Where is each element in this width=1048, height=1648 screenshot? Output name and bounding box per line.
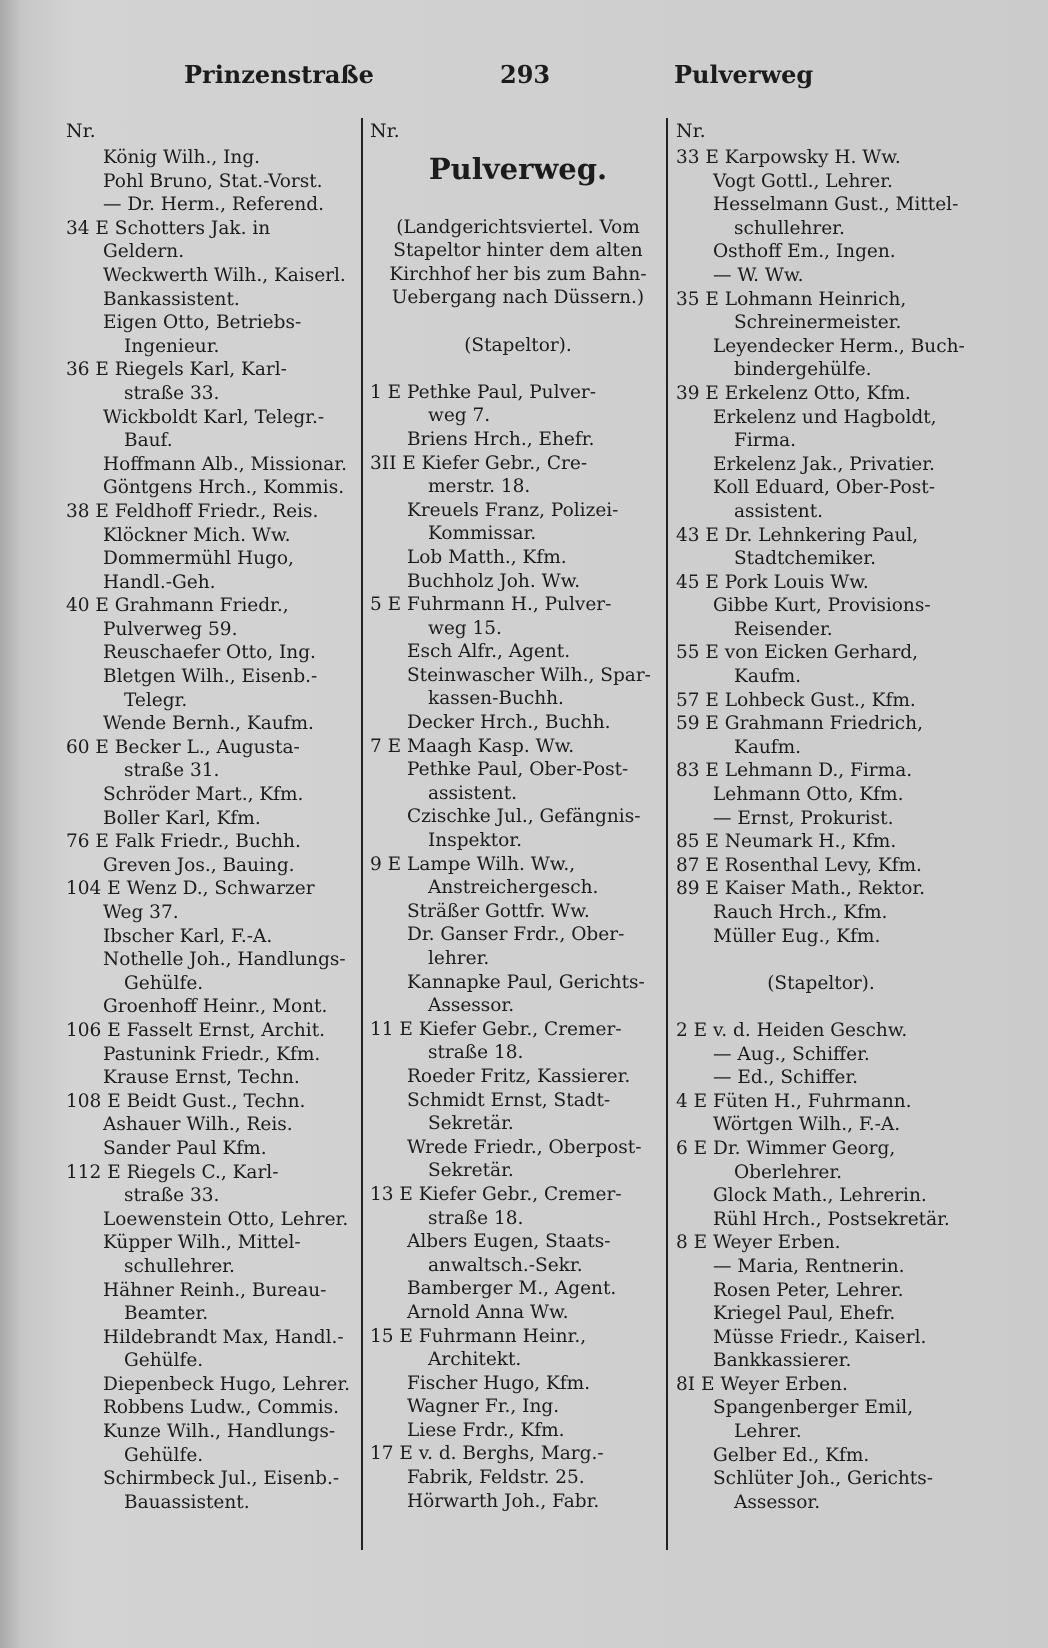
- entry-line: Schröder Mart., Kfm.: [103, 784, 304, 806]
- entry-line: Sander Paul Kfm.: [103, 1137, 267, 1159]
- entry-line: 85 E Neumark H., Kfm.: [676, 831, 897, 853]
- entry-line: Hörwarth Joh., Fabr.: [407, 1490, 600, 1512]
- entry-line: 59 E Grahmann Friedrich,: [676, 713, 923, 735]
- entry-line: 13 E Kiefer Gebr., Cremer-: [370, 1183, 622, 1205]
- entry-line: — Ed., Schiffer.: [713, 1067, 859, 1089]
- entry-line: Robbens Ludw., Commis.: [103, 1397, 339, 1419]
- entry-line: Greven Jos., Bauing.: [103, 854, 295, 876]
- entry-line: Schlüter Joh., Gerichts-: [713, 1468, 933, 1490]
- entry-line: Vogt Gottl., Lehrer.: [713, 170, 893, 192]
- entry-line: Leyendecker Herm., Buch-: [713, 335, 965, 357]
- column-pulverweg-continued: [676, 116, 966, 1606]
- entry-line: 17 E v. d. Berghs, Marg.-: [370, 1443, 604, 1465]
- entry-line: Kriegel Paul, Ehefr.: [713, 1303, 896, 1325]
- entry-line: Wrede Friedr., Oberpost-: [407, 1136, 642, 1158]
- entry-line: Oberlehrer.: [734, 1161, 843, 1183]
- entry-line: 2 E v. d. Heiden Geschw.: [676, 1019, 908, 1041]
- entry-line: Hoffmann Alb., Missionar.: [103, 453, 347, 475]
- column-prinzenstrasse: [66, 116, 358, 1606]
- entry-line: Bletgen Wilh., Eisenb.-: [103, 666, 318, 688]
- entry-line: 8I E Weyer Erben.: [676, 1373, 848, 1395]
- entry-line: Czischke Jul., Gefängnis-: [407, 806, 641, 828]
- entry-line: Kaufm.: [734, 666, 802, 688]
- entry-line: Küpper Wilh., Mittel-: [103, 1232, 301, 1254]
- column-rule: [361, 118, 363, 1550]
- street-title: Pulverweg.: [428, 152, 608, 186]
- entry-line: Boller Karl, Kfm.: [103, 807, 261, 829]
- entry-line: 8 E Weyer Erben.: [676, 1232, 841, 1254]
- entry-line: Osthoff Em., Ingen.: [713, 241, 896, 263]
- entry-line: Telegr.: [124, 689, 188, 711]
- entry-line: Schreinermeister.: [734, 312, 902, 334]
- entry-line: 83 E Lehmann D., Firma.: [676, 760, 913, 782]
- entry-line: Dr. Ganser Frdr., Ober-: [407, 924, 625, 946]
- entry-line: Schirmbeck Jul., Eisenb.-: [103, 1468, 340, 1490]
- entry-line: Ashauer Wilh., Reis.: [103, 1114, 293, 1136]
- page-header: [0, 60, 1048, 100]
- entry-line: Rauch Hrch., Kfm.: [713, 902, 888, 923]
- entry-line: — Aug., Schiffer.: [713, 1043, 870, 1065]
- entry-line: Müller Eug., Kfm.: [713, 925, 881, 947]
- entry-line: Gehülfe.: [124, 1350, 204, 1372]
- entry-line: Groenhoff Heinr., Mont.: [103, 996, 328, 1018]
- entry-line: 106 E Fasselt Ernst, Archit.: [66, 1019, 326, 1041]
- entry-line: 35 E Lohmann Heinrich,: [676, 288, 907, 310]
- entry-line: 112 E Riegels C., Karl-: [66, 1161, 279, 1183]
- entry-line: 9 E Lampe Wilh. Ww.,: [370, 853, 576, 875]
- entry-line: Fabrik, Feldstr. 25.: [407, 1467, 585, 1489]
- entry-line: König Wilh., Ing.: [103, 147, 261, 168]
- entry-line: 6 E Dr. Wimmer Georg,: [676, 1137, 896, 1159]
- entry-line: assistent.: [734, 500, 824, 522]
- entry-line: 55 E von Eicken Gerhard,: [676, 642, 919, 664]
- entry-line: Lehmann Otto, Kfm.: [713, 784, 904, 806]
- entry-line: Diepenbeck Hugo, Lehrer.: [103, 1373, 351, 1395]
- section-heading: (Stapeltor).: [464, 334, 572, 356]
- entry-line: weg 7.: [428, 405, 491, 427]
- entry-line: 60 E Becker L., Augusta-: [66, 736, 300, 758]
- entry-line: Roeder Fritz, Kassierer.: [407, 1065, 631, 1087]
- entry-line: Spangenberger Emil,: [713, 1397, 914, 1419]
- entry-line: Reisender.: [734, 618, 833, 640]
- entry-line: Wende Bernh., Kaufm.: [103, 713, 314, 735]
- entry-line: 4 E Füten H., Fuhrmann.: [676, 1090, 912, 1112]
- entry-line: Albers Eugen, Staats-: [407, 1231, 611, 1253]
- entry-line: 57 E Lohbeck Gust., Kfm.: [676, 689, 916, 711]
- header-right-street: Pulverweg: [674, 60, 814, 89]
- entry-line: Kreuels Franz, Polizei-: [407, 499, 619, 521]
- nr-label: Nr.: [66, 120, 96, 142]
- header-left-street: Prinzenstraße: [184, 60, 374, 89]
- entry-line: Rühl Hrch., Postsekretär.: [713, 1208, 950, 1230]
- column-pulverweg: [370, 116, 666, 1606]
- section-heading: (Stapeltor).: [767, 972, 875, 994]
- entry-list: [676, 1019, 966, 1514]
- entry-line: schullehrer.: [124, 1255, 235, 1277]
- entry-line: Reuschaefer Otto, Ing.: [103, 642, 316, 664]
- entry-line: Sträßer Gottfr. Ww.: [407, 900, 590, 922]
- entry-line: 5 E Fuhrmann H., Pulver-: [370, 594, 612, 616]
- entry-line: Pethke Paul, Ober-Post-: [407, 759, 629, 781]
- entry-line: weg 15.: [428, 617, 502, 639]
- entry-line: Kaufm.: [734, 736, 802, 758]
- entry-line: Krause Ernst, Techn.: [103, 1067, 300, 1089]
- entry-list: [66, 146, 358, 1514]
- entry-line: 15 E Fuhrmann Heinr.,: [370, 1325, 587, 1347]
- entry-line: straße 33.: [124, 382, 220, 404]
- entry-line: merstr. 18.: [428, 476, 531, 498]
- entry-line: Kommissar.: [428, 523, 537, 545]
- entry-line: Hildebrandt Max, Handl.-: [103, 1326, 344, 1348]
- entry-line: straße 33.: [124, 1185, 220, 1207]
- entry-line: Wagner Fr., Ing.: [407, 1396, 560, 1418]
- entry-line: 3II E Kiefer Gebr., Cre-: [370, 452, 588, 474]
- entry-line: 45 E Pork Louis Ww.: [676, 571, 869, 593]
- entry-line: schullehrer.: [734, 217, 845, 239]
- entry-line: Koll Eduard, Ober-Post-: [713, 477, 935, 499]
- entry-line: Fischer Hugo, Kfm.: [407, 1372, 591, 1394]
- entry-line: Liese Frdr., Kfm.: [407, 1419, 565, 1441]
- entry-line: — Maria, Rentnerin.: [713, 1255, 905, 1277]
- entry-line: Göntgens Hrch., Kommis.: [103, 477, 345, 499]
- nr-label: Nr.: [370, 120, 400, 142]
- entry-line: Gehülfe.: [124, 972, 204, 994]
- entry-line: Bankassistent.: [103, 288, 240, 310]
- nr-label: Nr.: [676, 120, 706, 142]
- entry-line: Glock Math., Lehrerin.: [713, 1185, 927, 1207]
- entry-line: Pohl Bruno, Stat.-Vorst.: [103, 170, 323, 192]
- entry-line: Gehülfe.: [124, 1444, 204, 1466]
- entry-line: Kirchhof her bis zum Bahn-: [389, 263, 647, 285]
- entry-line: 87 E Rosenthal Levy, Kfm.: [676, 854, 922, 876]
- entry-line: Dommermühl Hugo,: [103, 548, 294, 570]
- street-description: [370, 216, 666, 310]
- entry-line: Buchholz Joh. Ww.: [407, 570, 581, 592]
- entry-line: 104 E Wenz D., Schwarzer: [66, 878, 315, 900]
- entry-line: Bankkassierer.: [713, 1350, 852, 1372]
- entry-line: Rosen Peter, Lehrer.: [713, 1279, 904, 1301]
- entry-line: 1 E Pethke Paul, Pulver-: [370, 381, 597, 403]
- entry-line: 36 E Riegels Karl, Karl-: [66, 359, 287, 381]
- entry-line: Lob Matth., Kfm.: [407, 546, 567, 568]
- entry-line: Erkelenz Jak., Privatier.: [713, 453, 935, 475]
- entry-line: Schmidt Ernst, Stadt-: [407, 1089, 611, 1111]
- entry-line: kassen-Buchh.: [428, 688, 564, 710]
- entry-line: anwaltsch.-Sekr.: [428, 1254, 583, 1276]
- entry-line: Firma.: [734, 430, 797, 452]
- entry-line: 43 E Dr. Lehnkering Paul,: [676, 524, 919, 546]
- entry-line: Loewenstein Otto, Lehrer.: [103, 1208, 349, 1230]
- entry-line: 108 E Beidt Gust., Techn.: [66, 1090, 306, 1112]
- entry-line: straße 18.: [428, 1042, 524, 1064]
- entry-line: assistent.: [428, 782, 518, 804]
- entry-line: straße 18.: [428, 1207, 524, 1229]
- entry-line: Weckwerth Wilh., Kaiserl.: [103, 264, 346, 286]
- entry-line: Pulverweg 59.: [103, 618, 238, 640]
- entry-line: 89 E Kaiser Math., Rektor.: [676, 878, 926, 900]
- entry-line: — Dr. Herm., Referend.: [103, 194, 324, 216]
- entry-line: Bamberger M., Agent.: [407, 1278, 617, 1300]
- entry-list: [676, 146, 966, 948]
- entry-line: Uebergang nach Düssern.): [391, 287, 645, 309]
- entry-line: 7 E Maagh Kasp. Ww.: [370, 735, 575, 757]
- entry-line: — W. Ww.: [713, 264, 804, 286]
- entry-line: Ingenieur.: [124, 335, 220, 357]
- entry-line: Sekretär.: [428, 1160, 514, 1182]
- entry-line: Steinwascher Wilh., Spar-: [407, 664, 651, 686]
- page-number: 293: [500, 60, 551, 89]
- entry-line: Wickboldt Karl, Telegr.-: [103, 406, 325, 428]
- entry-line: Geldern.: [103, 241, 185, 263]
- entry-line: Anstreichergesch.: [428, 877, 599, 899]
- entry-line: Lehrer.: [734, 1421, 802, 1443]
- entry-line: Inspektor.: [428, 830, 522, 852]
- entry-line: Wörtgen Wilh., F.-A.: [713, 1114, 901, 1136]
- entry-line: Briens Hrch., Ehefr.: [407, 428, 595, 450]
- entry-line: bindergehülfe.: [734, 359, 872, 381]
- entry-line: Weg 37.: [103, 902, 179, 923]
- entry-line: Esch Alfr., Agent.: [407, 641, 571, 663]
- entry-line: Gelber Ed., Kfm.: [713, 1444, 870, 1466]
- entry-line: straße 31.: [124, 760, 220, 782]
- entry-line: Hähner Reinh., Bureau-: [103, 1279, 327, 1301]
- entry-line: Sekretär.: [428, 1113, 514, 1135]
- entry-line: Kunze Wilh., Handlungs-: [103, 1421, 336, 1443]
- entry-line: Arnold Anna Ww.: [407, 1301, 569, 1323]
- entry-line: Assessor.: [734, 1491, 821, 1513]
- entry-line: Kannapke Paul, Gerichts-: [407, 971, 645, 993]
- entry-line: Stadtchemiker.: [734, 548, 876, 570]
- entry-line: Gibbe Kurt, Provisions-: [713, 595, 931, 617]
- entry-line: Stapeltor hinter dem alten: [393, 240, 643, 262]
- entry-line: 33 E Karpowsky H. Ww.: [676, 147, 901, 168]
- entry-line: Eigen Otto, Betriebs-: [103, 312, 302, 334]
- entry-line: Architekt.: [428, 1349, 522, 1371]
- entry-line: 76 E Falk Friedr., Buchh.: [66, 831, 301, 853]
- entry-line: 40 E Grahmann Friedr.,: [66, 595, 289, 617]
- entry-line: Handl.-Geh.: [103, 571, 216, 593]
- entry-line: (Landgerichtsviertel. Vom: [396, 216, 640, 238]
- entry-line: Beamter.: [124, 1303, 209, 1325]
- column-rule: [666, 118, 668, 1550]
- entry-line: Hesselmann Gust., Mittel-: [713, 194, 959, 216]
- entry-line: — Ernst, Prokurist.: [713, 807, 894, 829]
- entry-line: Decker Hrch., Buchh.: [407, 712, 611, 734]
- entry-line: Müsse Friedr., Kaiserl.: [713, 1326, 927, 1348]
- entry-line: Ibscher Karl, F.-A.: [103, 925, 273, 947]
- entry-line: Nothelle Joh., Handlungs-: [103, 949, 346, 971]
- entry-line: Assessor.: [428, 995, 515, 1017]
- entry-line: 39 E Erkelenz Otto, Kfm.: [676, 382, 911, 404]
- entry-line: Bauassistent.: [124, 1491, 250, 1513]
- entry-line: 11 E Kiefer Gebr., Cremer-: [370, 1018, 622, 1040]
- entry-line: 34 E Schotters Jak. in: [66, 217, 271, 239]
- entry-line: 38 E Feldhoff Friedr., Reis.: [66, 500, 319, 522]
- entry-line: Bauf.: [124, 430, 173, 452]
- entry-line: Pastunink Friedr., Kfm.: [103, 1043, 321, 1065]
- entry-list: [370, 381, 666, 1514]
- entry-line: Erkelenz und Hagboldt,: [713, 406, 937, 428]
- entry-line: Klöckner Mich. Ww.: [103, 524, 291, 546]
- entry-line: lehrer.: [428, 948, 490, 969]
